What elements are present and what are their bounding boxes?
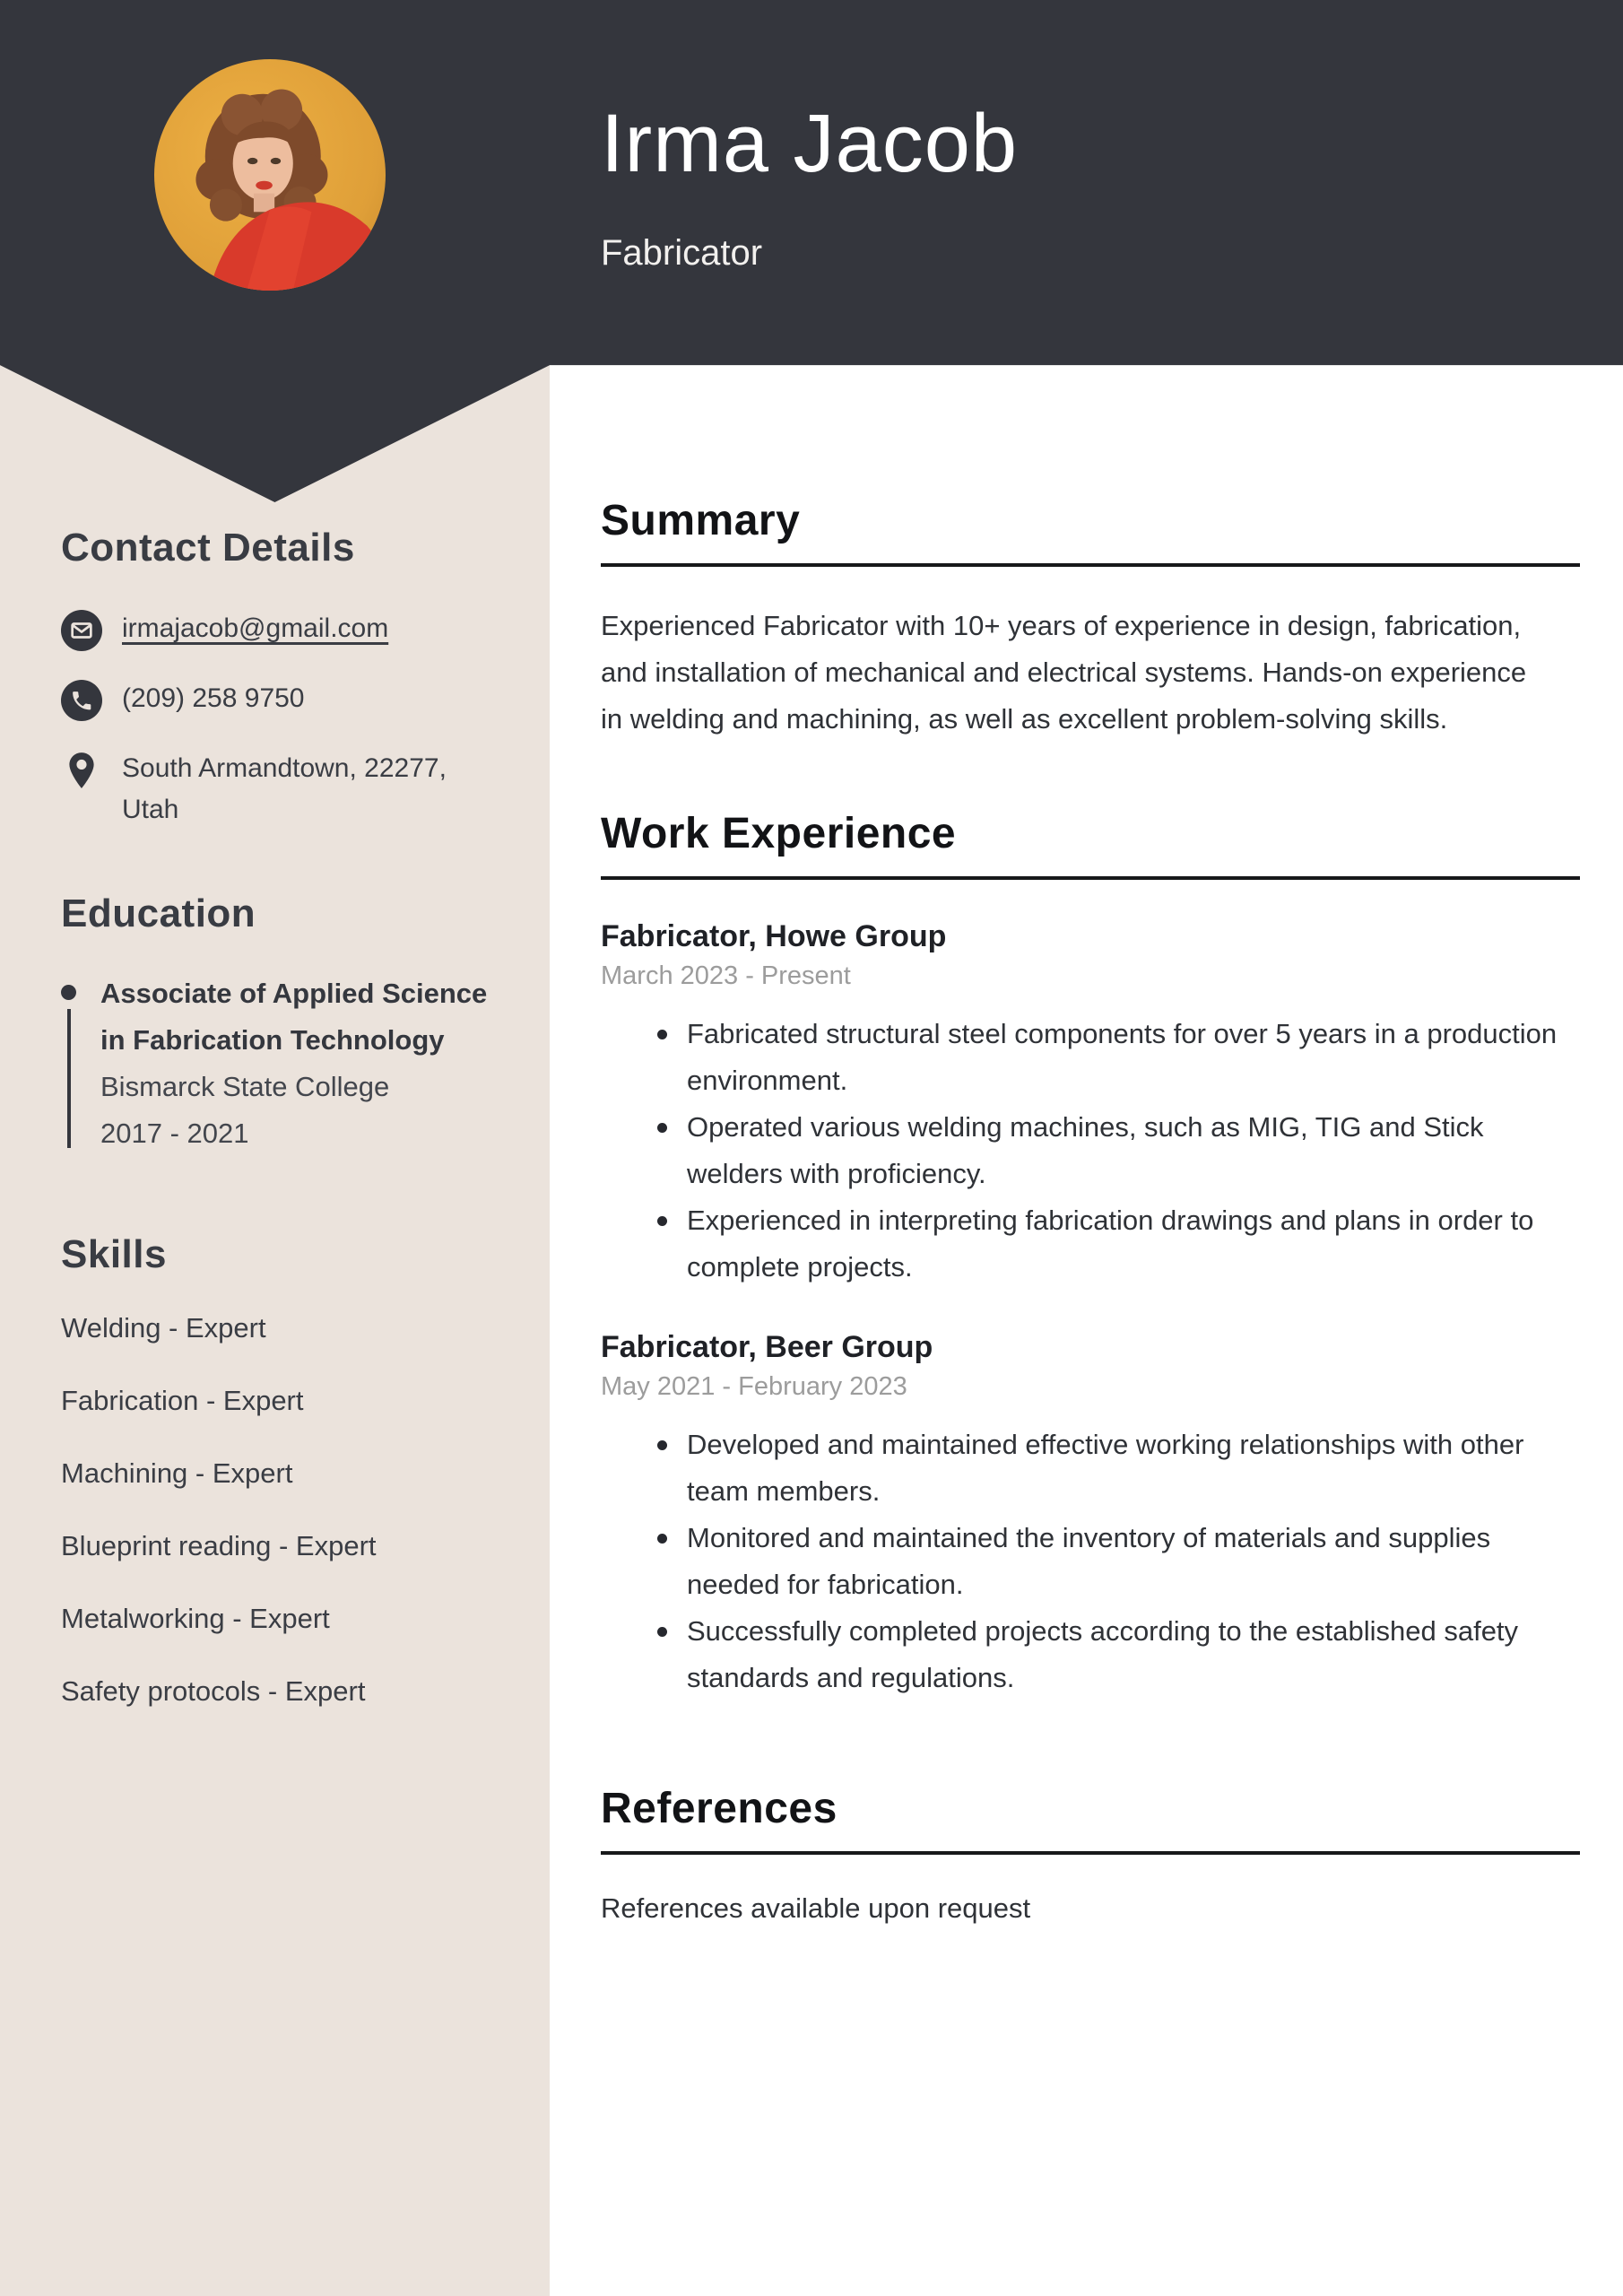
skill-item: Machining - Expert: [61, 1457, 293, 1490]
phone-icon: [61, 680, 102, 721]
job-period: March 2023 - Present: [601, 961, 851, 990]
timeline-line: [67, 1009, 71, 1148]
job-title: Fabricator, Howe Group: [601, 919, 947, 953]
education-school: Bismarck State College: [100, 1071, 390, 1102]
section-divider: [601, 876, 1580, 880]
job-title: Fabricator, Beer Group: [601, 1330, 933, 1364]
contact-details-heading: Contact Details: [61, 526, 355, 570]
email-link[interactable]: irmajacob@gmail.com: [122, 613, 389, 643]
job-bullet: Fabricated structural steel components for over 5 years in a production environment.: [601, 1011, 1560, 1104]
sidebar: [0, 502, 550, 1750]
skill-item: Fabrication - Expert: [61, 1385, 304, 1417]
education-heading: Education: [61, 891, 256, 935]
profile-photo: [154, 59, 386, 291]
contact-list: [61, 608, 512, 831]
job-bullet: Developed and maintained effective working relationships with other team members.: [601, 1422, 1560, 1515]
job-entry: [601, 1330, 1580, 1701]
skills-heading: Skills: [61, 1232, 167, 1276]
section-divider: [601, 563, 1580, 567]
location-pin-icon: [61, 750, 102, 791]
contact-item-email: [61, 608, 512, 651]
contact-email-value[interactable]: [122, 608, 388, 649]
contact-address-value: South Armandtown, 22277, Utah: [122, 753, 447, 824]
skill-item: Blueprint reading - Expert: [61, 1530, 377, 1562]
summary-text: Experienced Fabricator with 10+ years of experience in design, fabrication, and installation of mechanical and electrical systems. Hands-on experience in welding and machining, as well as excellent problem-solving skills.: [601, 610, 1527, 735]
job-period: May 2021 - February 2023: [601, 1372, 907, 1401]
work-experience-heading: Work Experience: [601, 810, 957, 857]
main-column: [601, 365, 1580, 1925]
contact-phone-value: (209) 258 9750: [122, 683, 305, 713]
references-heading: References: [601, 1785, 838, 1832]
person-name: Irma Jacob: [601, 97, 1019, 189]
job-bullet: Experienced in interpreting fabrication drawings and plans in order to complete projects.: [601, 1197, 1560, 1291]
section-divider: [601, 1851, 1580, 1855]
job-bullet-list: [601, 1011, 1580, 1291]
summary-section: [601, 496, 1580, 743]
education-degree: Associate of Applied Science in Fabrication Technology: [100, 978, 488, 1056]
email-icon: [61, 610, 102, 651]
education-details: [100, 970, 512, 1157]
timeline-marker: [61, 970, 100, 1157]
person-title: Fabricator: [601, 233, 763, 274]
skill-item: Metalworking - Expert: [61, 1603, 330, 1635]
skills-list: [61, 1313, 512, 1708]
work-experience-section: [601, 809, 1580, 1701]
job-bullet-list: [601, 1422, 1580, 1701]
contact-item-phone: [61, 678, 512, 721]
header-identity: [601, 0, 1018, 365]
job-bullet: Operated various welding machines, such as MIG, TIG and Stick welders with proficiency.: [601, 1104, 1560, 1197]
summary-heading: Summary: [601, 497, 801, 544]
references-text: References available upon request: [601, 1892, 1031, 1924]
education-years: 2017 - 2021: [100, 1118, 249, 1149]
education-entry: [61, 970, 512, 1157]
job-bullet: Successfully completed projects according to the established safety standards and regulations.: [601, 1608, 1560, 1701]
skill-item: Welding - Expert: [61, 1312, 266, 1344]
profile-photo-illustration: [154, 59, 386, 291]
job-bullet: Monitored and maintained the inventory of materials and supplies needed for fabrication.: [601, 1515, 1560, 1608]
skill-item: Safety protocols - Expert: [61, 1675, 366, 1708]
references-section: [601, 1784, 1580, 1925]
job-entry: [601, 919, 1580, 1291]
timeline-dot-icon: [61, 985, 76, 1000]
contact-item-address: [61, 748, 512, 831]
